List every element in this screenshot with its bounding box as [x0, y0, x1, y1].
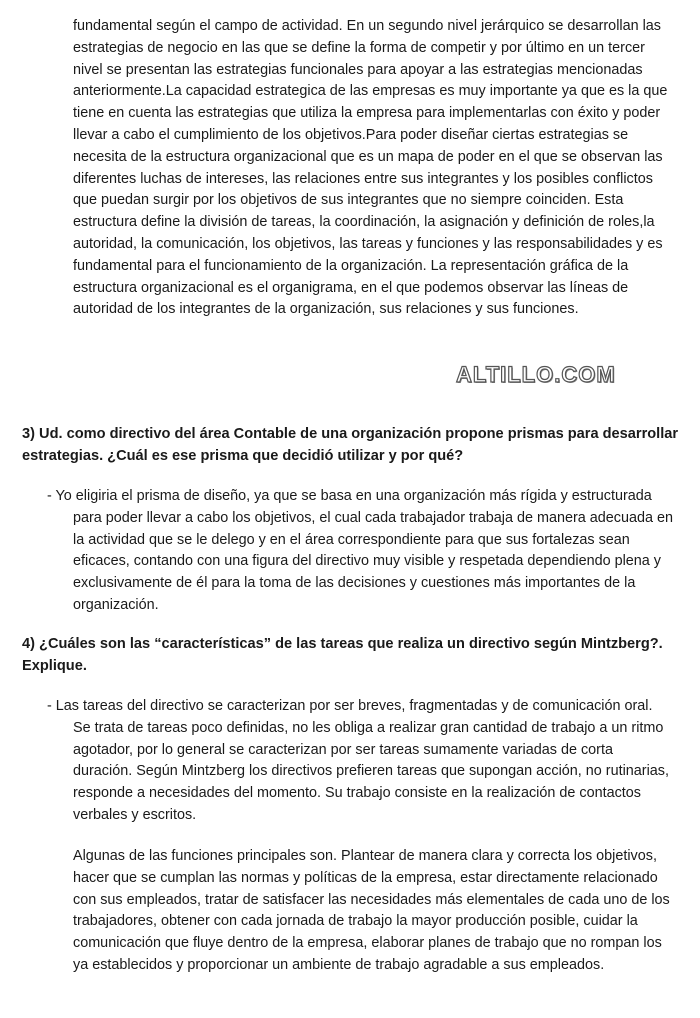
- watermark-logo: ALTILLO.COM: [456, 362, 616, 387]
- question-3-answer: - Yo eligiria el prisma de diseño, ya que se basa en una organización más rígida y estructurada para poder llevar a cabo los objetivos, el cual cada trabajador trabaja de manera adecuada en la actividad que se le delego y en el área correspondiente para que sus fortalezas sean eficaces, contando con una figura del directivo muy visible y respetada dependiendo plena y exclusivamente de él para la toma de las decisiones y cuestiones más importantes de la organización.: [47, 488, 674, 613]
- question-4-answer: - Las tareas del directivo se caracterizan por ser breves, fragmentadas y de comunicación oral. Se trata de tareas poco definidas, no les obliga a realizar gran cantidad de trabajo a un ritmo agotador, por lo general se caracterizan por ser tareas sumamente variadas de corta duración. Según Mintzberg los directivos prefieren tareas que supongan acción, no rutinarias, responde a necesidades del momento. Su trabajo consiste en la realización de contactos verbales y escritos.: [47, 698, 669, 823]
- intro-paragraph: fundamental según el campo de actividad. En un segundo nivel jerárquico se desarrollan las estrategias de negocio en las que se define la forma de competir y por último en un tercer nivel se presentan las estrategias funcionales para apoyar a las estrategias mencionadas anteriormente.La capacidad estrategica de las empresas es muy importante ya que es la que tiene en cuenta las estrategias que utiliza la empresa para implementarlas con éxito y poder llevar a cabo el cumplimiento de los objetivos.Para poder diseñar ciertas estrategias se necesita de la estructura organizacional que es un mapa de poder en el que se observan las diferentes luchas de intereses, las relaciones entre sus integrantes y los posibles conflictos que puedan surgir por los objetivos de sus integrantes que no siempre coinciden. Esta estructura define la división de tareas, la coordinación, la asignación y definición de roles,la autoridad, la comunicación, los objetivos, las tareas y funciones y las responsabilidades y es fundamental para el funcionamiento de la organización. La representación gráfica de la estructura organizacional es el organigrama, en el que podemos observar las líneas de autoridad de los integrantes de la organización, sus relaciones y sus funciones.: [73, 18, 668, 318]
- functions-paragraph: Algunas de las funciones principales son. Plantear de manera clara y correcta los objetivos, hacer que se cumplan las normas y políticas de la empresa, estar directamente relacionado con sus empleados, tratar de satisfacer las necesidades más elementales de cada uno de los trabajadores, obtener con cada jornada de trabajo la mayor producción posible, cuidar la comunicación que fluye dentro de la empresa, elaborar planes de trabajo que no rompan los ya establecidos y proporcionar un ambiente de trabajo agradable a sus empleados.: [73, 848, 670, 973]
- question-3-heading: 3) Ud. como directivo del área Contable de una organización propone prismas para desarrollar estrategias. ¿Cuál es ese prisma que decidió utilizar y por qué?: [22, 426, 679, 464]
- question-4-heading: 4) ¿Cuáles son las “características” de las tareas que realiza un directivo según Mintzberg?. Explique.: [22, 636, 663, 674]
